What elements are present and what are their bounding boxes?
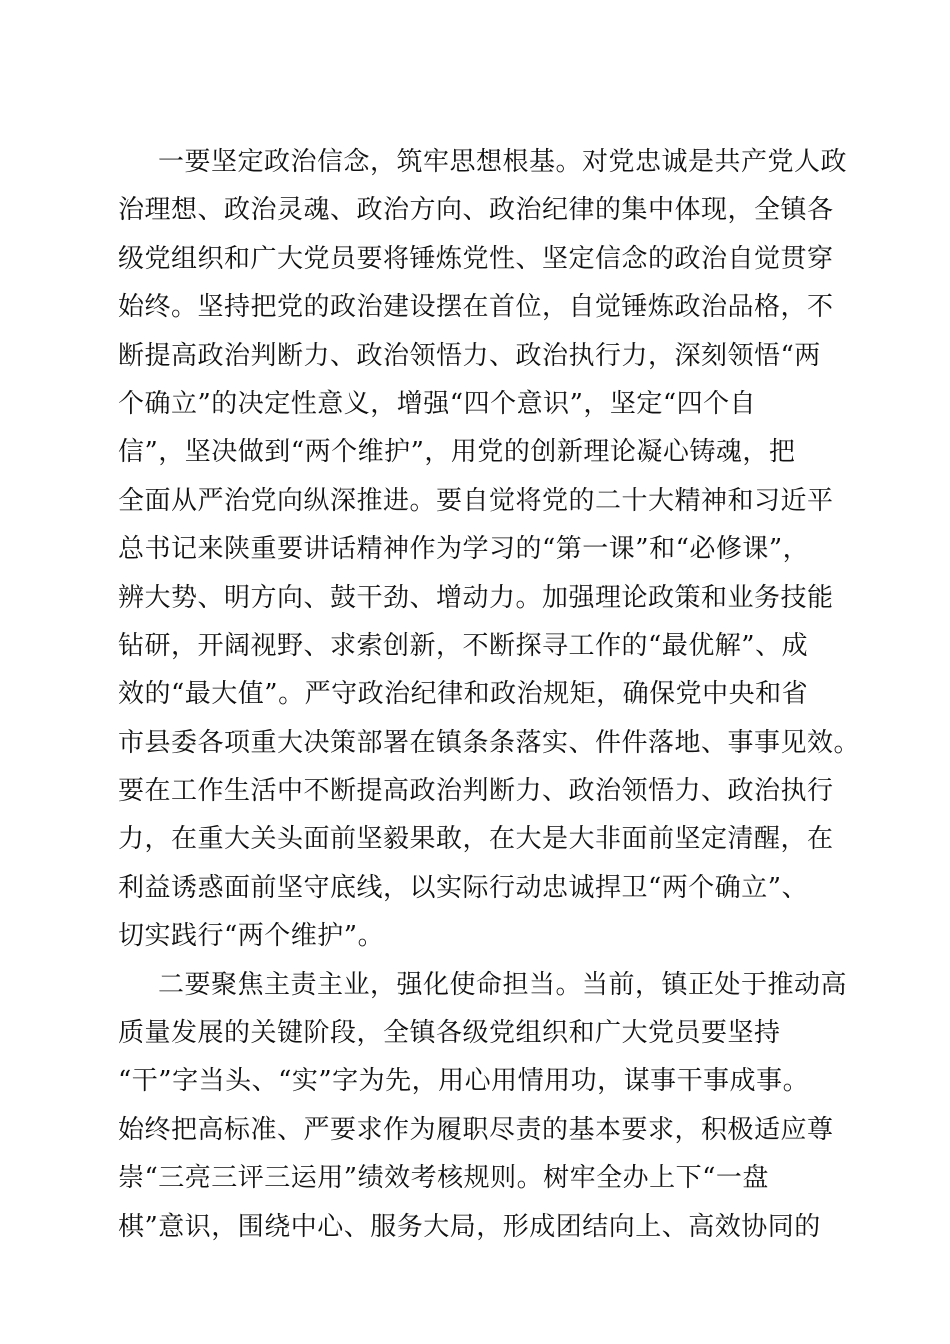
paragraph-line: 总书记来陕重要讲话精神作为学习的“第一课”和“必修课”， [118, 534, 810, 565]
document-body [118, 142, 861, 1255]
paragraph-line: 钻研，开阔视野、求索创新，不断探寻工作的“最优解”、成 [118, 630, 809, 661]
paragraph-line: 切实践行“两个维护”。 [118, 921, 385, 952]
paragraph-line: 力，在重大关头面前坚毅果敢，在大是大非面前坚定清醒，在 [118, 824, 834, 855]
paragraph-line: 个确立”的决定性意义，增强“四个意识”，坚定“四个自 [118, 388, 757, 419]
paragraph-line: 效的“最大值”。严守政治纪律和政治规矩，确保党中央和省 [118, 679, 809, 710]
paragraph-2 [118, 965, 848, 1255]
paragraph-line: 二要聚焦主责主业，强化使命担当。当前，镇正处于推动高 [158, 969, 848, 1000]
paragraph-line: 要在工作生活中不断提高政治判断力、政治领悟力、政治执行 [118, 776, 834, 807]
paragraph-line: 全面从严治党向纵深推进。要自觉将党的二十大精神和习近平 [118, 485, 834, 516]
paragraph-line: 治理想、政治灵魂、政治方向、政治纪律的集中体现，全镇各 [118, 195, 834, 226]
paragraph-1 [118, 142, 861, 965]
paragraph-line: 利益诱惑面前坚守底线，以实际行动忠诚捍卫“两个确立”、 [118, 872, 809, 903]
paragraph-line: 始终把高标准、严要求作为履职尽责的基本要求，积极适应尊 [118, 1114, 834, 1145]
paragraph-line: 棋”意识，围绕中心、服务大局，形成团结向上、高效协同的 [118, 1211, 821, 1242]
paragraph-line: 级党组织和广大党员要将锤炼党性、坚定信念的政治自觉贯穿 [118, 243, 834, 274]
paragraph-line: 断提高政治判断力、政治领悟力、政治执行力，深刻领悟“两 [118, 340, 821, 371]
paragraph-line: “干”字当头、“实”字为先，用心用情用功，谋事干事成事。 [118, 1066, 810, 1097]
paragraph-line: 辨大势、明方向、鼓干劲、增动力。加强理论政策和业务技能 [118, 582, 834, 613]
paragraph-line: 始终。坚持把党的政治建设摆在首位，自觉锤炼政治品格，不 [118, 292, 834, 323]
paragraph-line: 市县委各项重大决策部署在镇条条落实、件件落地、事事见效。 [118, 727, 861, 758]
paragraph-line: 崇“三亮三评三运用”绩效考核规则。树牢全办上下“一盘 [118, 1163, 769, 1194]
paragraph-line: 质量发展的关键阶段，全镇各级党组织和广大党员要坚持 [118, 1018, 781, 1049]
paragraph-line: 一要坚定政治信念，筑牢思想根基。对党忠诚是共产党人政 [158, 147, 848, 177]
paragraph-line: 信”，坚决做到“两个维护”，用党的创新理论凝心铸魂，把 [118, 437, 796, 468]
